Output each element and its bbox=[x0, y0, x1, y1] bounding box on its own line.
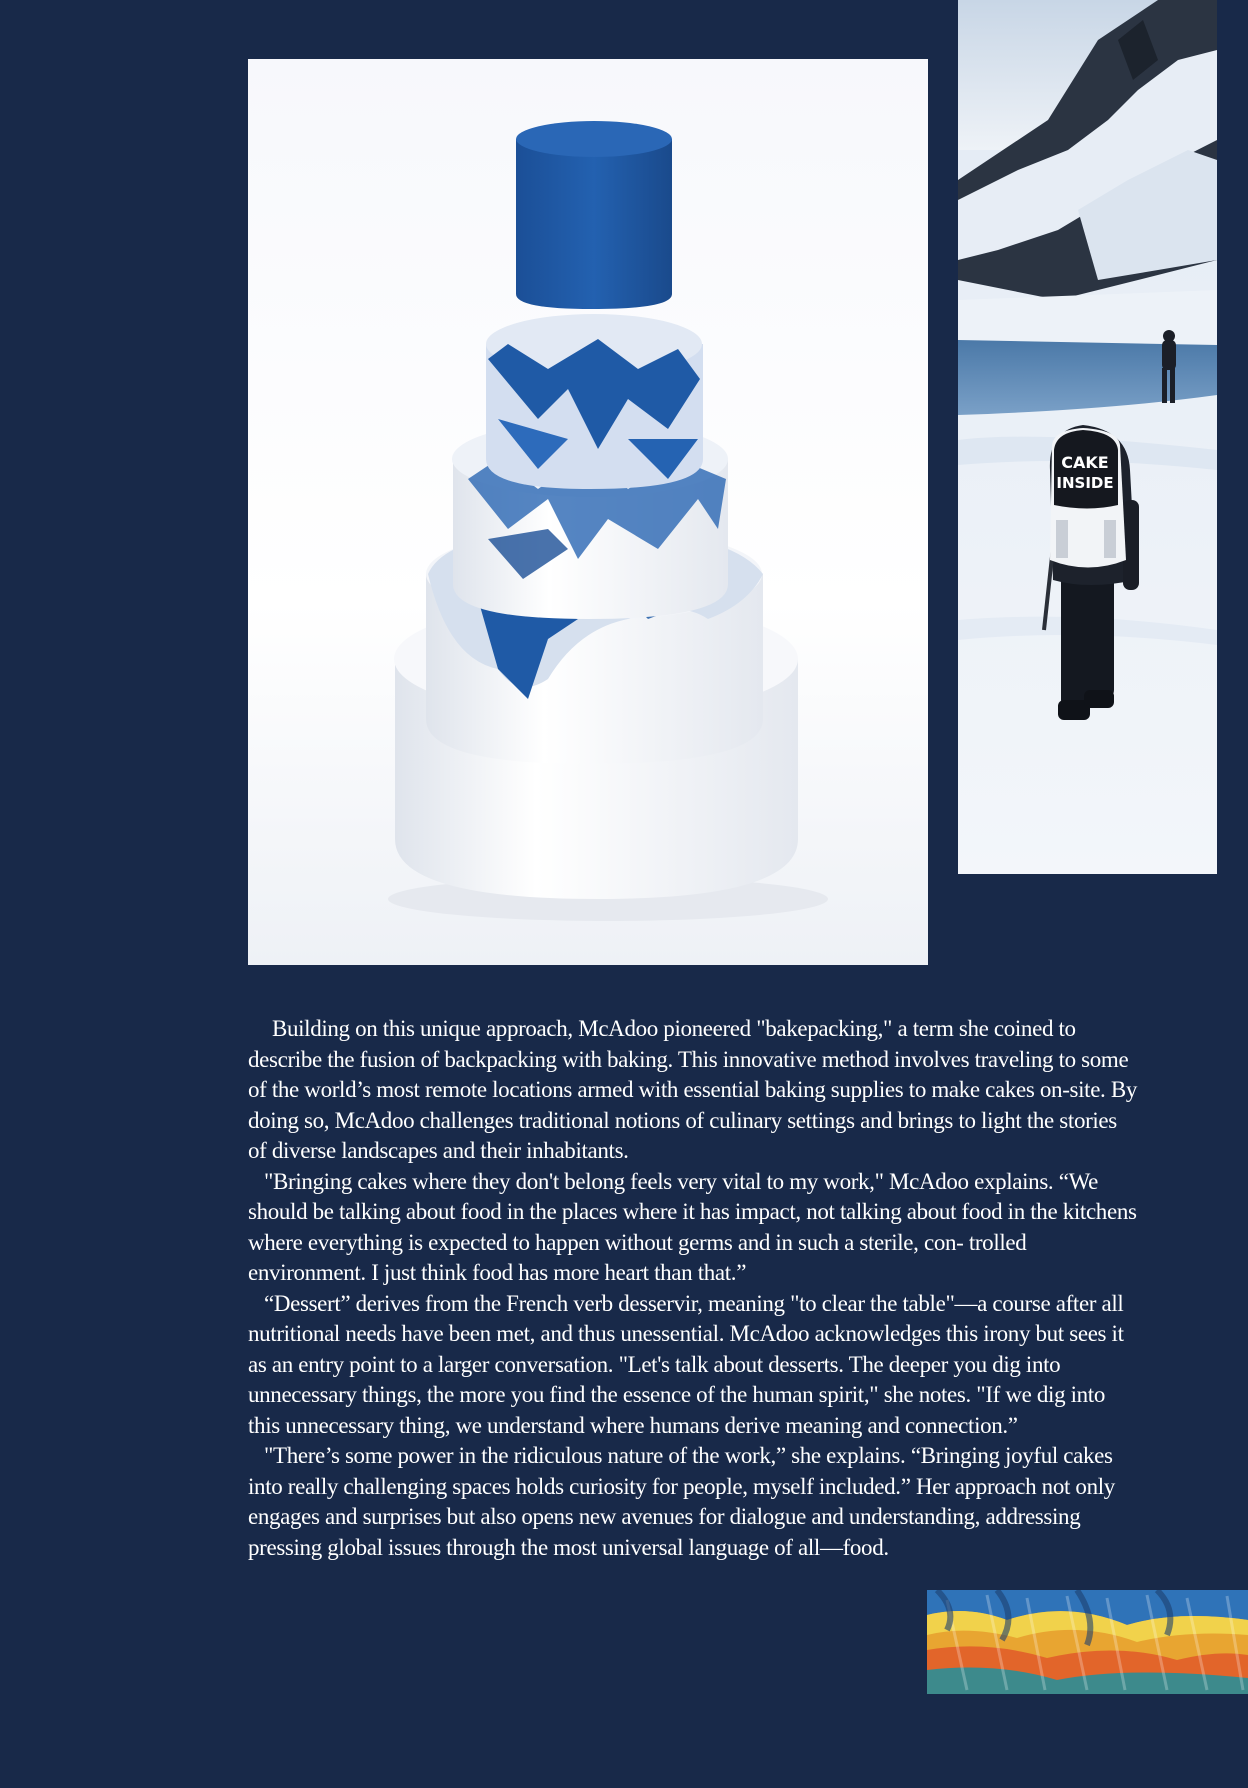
hiker-photo bbox=[958, 0, 1217, 874]
colorful-frosting-illustration bbox=[927, 1590, 1248, 1694]
article-body bbox=[248, 1014, 1138, 1563]
frosting-photo bbox=[927, 1590, 1248, 1694]
cake-photo bbox=[248, 59, 928, 965]
article-paragraph-4: "There’s some power in the ridiculous nature of the work,” she explains. “Bringing joyful cakes into really challenging spaces holds curiosity for people, myself included.” Her approach not only engages and surprises but also opens new avenues for dialogue and understanding, addressing pressing global issues through the most universal language of all—food. bbox=[248, 1443, 1115, 1560]
tiered-cake-illustration bbox=[248, 59, 928, 965]
article-paragraph-3: “Dessert” derives from the French verb desservir, meaning "to clear the table"—a course after all nutritional needs have been met, and thus unessential. McAdoo acknowledges this irony but sees it as an entry point to a larger conversation. "Let's talk about desserts. The deeper you dig into unnecessary things, the more you find the essence of the human spirit," she notes. "If we dig into this unnecessary thing, we understand where humans derive meaning and connection.” bbox=[248, 1290, 1124, 1438]
backpack-text-line2: INSIDE bbox=[1056, 474, 1114, 492]
backpack-text-line1: CAKE bbox=[1061, 453, 1109, 472]
article-paragraph-2: "Bringing cakes where they don't belong feels very vital to my work," McAdoo explains. “We should be talking about food in the places where it has impact, not talking about food in the kitchens where everything is expected to happen without germs and in such a sterile, con- trolled environment. I just think food has more heart than that.” bbox=[248, 1168, 1137, 1285]
hiker-snow-illustration bbox=[958, 0, 1217, 874]
article-paragraph-1: Building on this unique approach, McAdoo pioneered "bakepacking," a term she coined to describe the fusion of backpacking with baking. This innovative method involves traveling to some of the world’s most remote locations armed with essential baking supplies to make cakes on-site. By doing so, McAdoo challenges traditional notions of culinary settings and brings to light the stories of diverse landscapes and their inhabitants. bbox=[248, 1016, 1137, 1163]
